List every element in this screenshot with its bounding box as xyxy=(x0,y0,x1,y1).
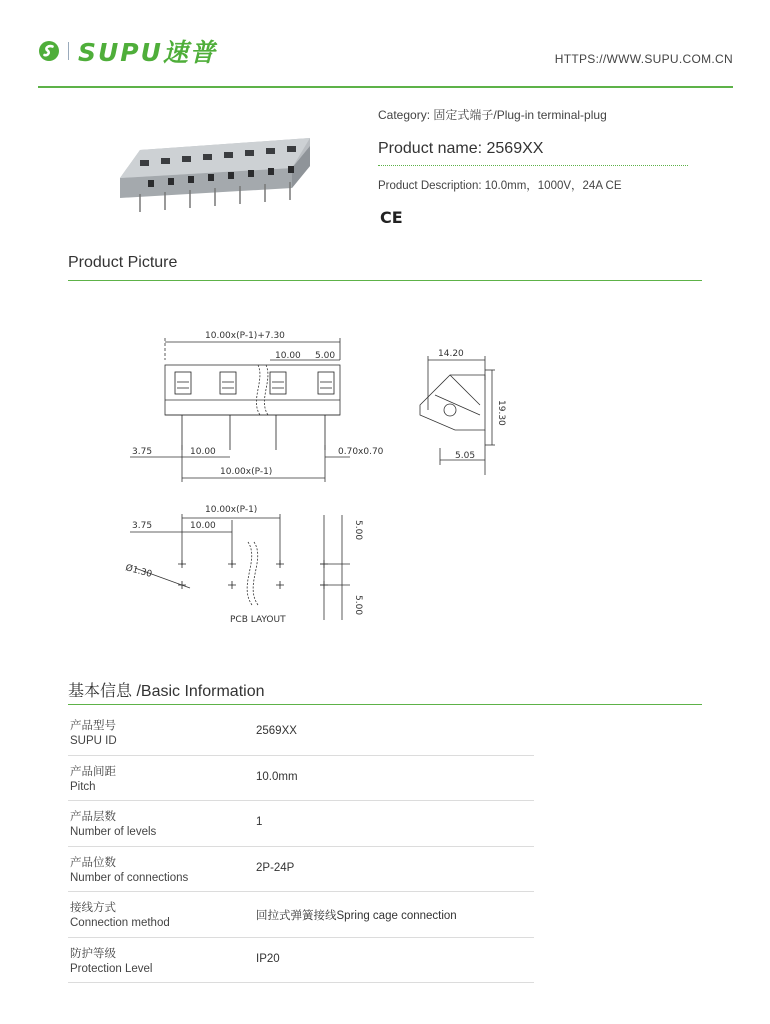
row-value: 2569XX xyxy=(256,725,297,737)
basic-info-table xyxy=(68,710,534,983)
dim-top-label: 10.00x(P-1)+7.30 xyxy=(205,331,285,341)
ce-mark-text: CE xyxy=(380,208,403,226)
row-label-en: Connection method xyxy=(70,917,170,929)
row-value: 10.0mm xyxy=(256,770,298,783)
pcb-v1-label: 5.00 xyxy=(353,520,363,541)
basic-info-title: 基本信息 /Basic Information xyxy=(68,683,265,700)
brand-logo[interactable] xyxy=(38,36,217,66)
dim-side-base-label: 5.05 xyxy=(455,451,476,461)
technical-drawing xyxy=(110,320,530,630)
row-value: 1 xyxy=(256,816,263,828)
product-picture-title: Product Picture xyxy=(68,254,178,271)
row-label-zh: 产品型号 xyxy=(70,720,116,732)
dim-side-height-label: 19.30 xyxy=(496,400,506,426)
pcb-top-label: 10.00x(P-1) xyxy=(205,505,258,515)
row-label-zh: 产品层数 xyxy=(70,811,116,823)
table-row xyxy=(68,892,534,938)
table-row xyxy=(68,847,534,893)
pcb-layout-label: PCB LAYOUT xyxy=(230,615,286,625)
row-value: IP20 xyxy=(256,952,280,965)
site-url[interactable]: HTTPS://WWW.SUPU.COM.CN xyxy=(554,52,733,66)
dim-pitch-label: 10.00 xyxy=(275,351,301,361)
brand-wordmark: SUPU速普 xyxy=(78,38,217,67)
logo-divider xyxy=(68,42,69,60)
header-divider xyxy=(38,86,733,88)
pcb-layout-view xyxy=(130,514,350,620)
product-category: Category: 固定式端子/Plug-in terminal-plug xyxy=(378,108,607,122)
product-picture-divider xyxy=(68,280,702,281)
pcb-left-label: 3.75 xyxy=(132,521,153,531)
basic-info-divider xyxy=(68,704,702,705)
product-name: Product name: 2569XX xyxy=(378,140,544,157)
row-label-en: Number of connections xyxy=(70,871,189,884)
row-value: 回拉式弹簧接线Spring cage connection xyxy=(256,910,457,922)
row-label-en: Pitch xyxy=(70,780,96,793)
ce-mark-icon xyxy=(380,208,404,226)
row-value: 2P-24P xyxy=(256,861,295,874)
pcb-hole-label: Ø1.30 xyxy=(124,563,154,580)
table-row xyxy=(68,710,534,756)
product-image xyxy=(110,128,320,223)
row-label-en: Protection Level xyxy=(70,962,153,975)
row-label-zh: 防护等级 xyxy=(70,947,116,960)
supu-logo-icon xyxy=(38,40,60,62)
table-row xyxy=(68,756,534,802)
product-description: Product Description: 10.0mm，1000V，24A CE xyxy=(378,180,622,192)
dim-pin-pitch-label: 10.00 xyxy=(190,447,216,457)
table-row xyxy=(68,938,534,984)
dim-side-width-label: 14.20 xyxy=(438,349,464,359)
table-row xyxy=(68,801,534,847)
pcb-pitch-label: 10.00 xyxy=(190,521,216,531)
row-label-zh: 产品位数 xyxy=(70,856,116,869)
dim-left-label: 3.75 xyxy=(132,447,153,457)
row-label-en: SUPU ID xyxy=(70,735,117,747)
pcb-v2-label: 5.00 xyxy=(353,595,363,616)
product-name-underline xyxy=(378,165,688,166)
dim-bottom-label: 10.00x(P-1) xyxy=(220,467,273,477)
row-label-en: Number of levels xyxy=(70,826,157,838)
row-label-zh: 产品间距 xyxy=(70,765,116,778)
dim-pitch2-label: 5.00 xyxy=(315,351,336,361)
row-label-zh: 接线方式 xyxy=(70,902,116,914)
dim-pin-size-label: 0.70x0.70 xyxy=(338,447,384,457)
